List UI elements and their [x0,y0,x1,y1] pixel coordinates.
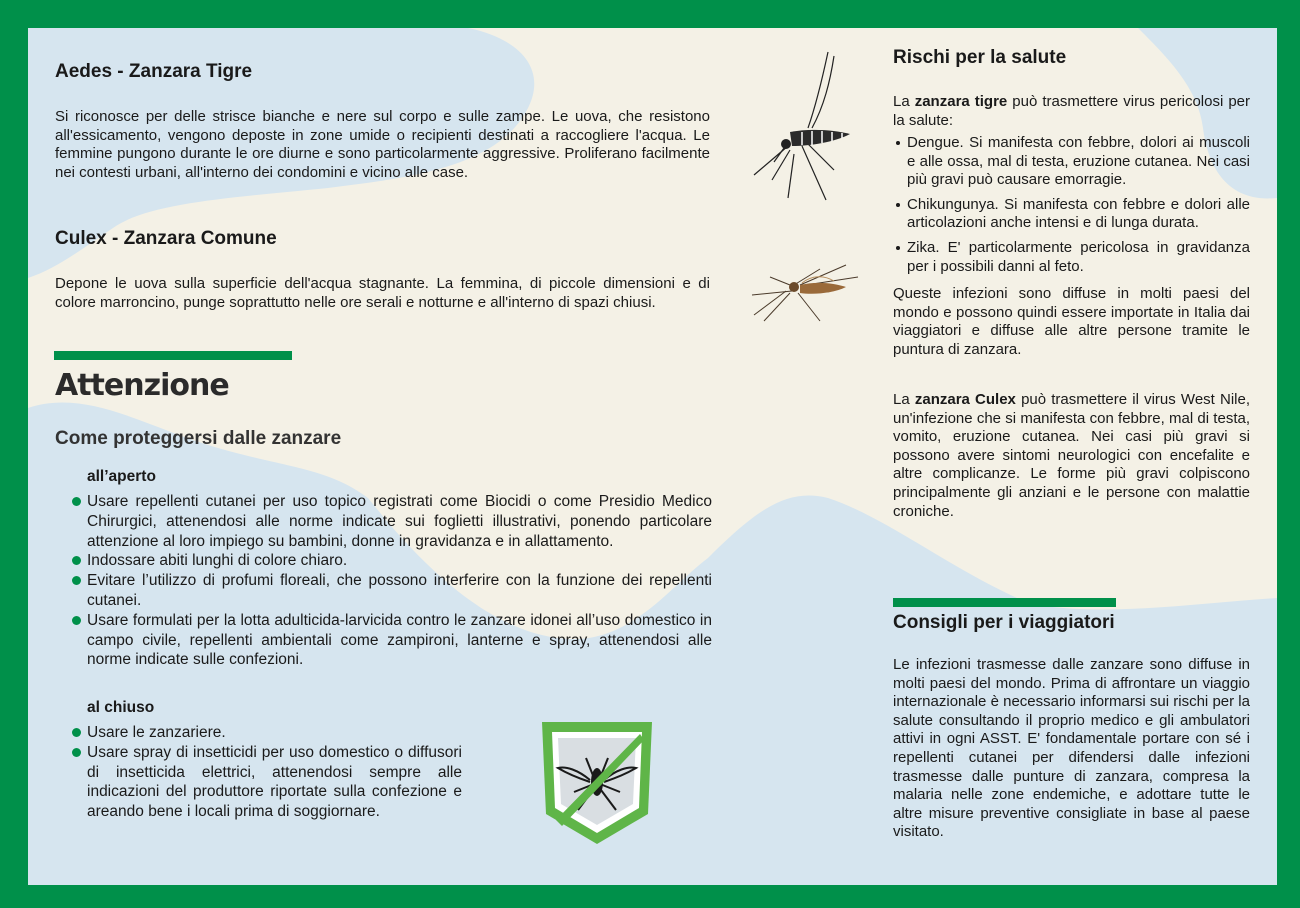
list-item: Indossare abiti lunghi di colore chiaro. [55,551,712,571]
bullet-icon [72,576,81,585]
indoor-list [55,723,462,822]
no-mosquito-shield-icon [538,718,656,848]
aedes-title: Aedes - Zanzara Tigre [55,61,253,82]
outdoor-label: all’aperto [87,468,156,485]
bullet-icon [896,141,900,145]
disease-list [893,134,1250,282]
culex-title: Culex - Zanzara Comune [55,228,277,249]
travel-accent-bar [893,598,1116,607]
indoor-label: al chiuso [87,699,155,716]
bullet-icon [896,203,900,207]
bullet-icon [72,616,81,625]
leaflet-paper [28,28,1277,885]
list-item: Chikungunya. Si manifesta con febbre e dolori alle articolazioni anche intensi e di lunga durata. [893,196,1250,233]
list-item: Usare repellenti cutanei per uso topico registrati come Biocidi o come Presidio Medico Chirurgici, attenendosi alle norme indicate sui foglietti illustrativi, ponendo particolare attenzione al loro impiego su bambini, donne in gravidanza e in allattamento. [55,492,712,551]
protection-subtitle: Come proteggersi dalle zanzare [55,428,342,449]
culex-risk-text: La zanzara Culex può trasmettere il virus West Nile, un'infezione che si manifesta con febbre, mal di testa, vomito, eruzione cutanea. Nei casi più gravi si possono avere sintomi neurologici con encefalite e altre complicanze. Le forme più gravi colpiscono principalmente gli anziani e le persone con malattie croniche. [893,391,1250,520]
culex-description: Depone le uova sulla superficie dell'acqua stagnante. La femmina, di piccole dimensioni e di colore marroncino, punge soprattutto nelle ore serali e notturne e all'interno di spazi chiusi. [55,275,710,311]
travel-text: Le infezioni trasmesse dalle zanzare sono diffuse in molti paesi del mondo. Prima di affrontare un viaggio internazionale è necessario informarsi sui rischi per la salute consultando il proprio medico e gli ambulatori attivi in ogni ASST. E' fondamentale portare con sé i repellenti cutanei per difendersi dalle infezioni trasmesse dalle punture di zanzara, compresa la malaria nelle zone endemiche, e adottare tutte le altre misure preventive consigliate in base al paese visitato. [893,656,1250,841]
risks-title: Rischi per la salute [893,47,1067,68]
attention-title: Attenzione [55,368,229,403]
common-mosquito-icon [750,263,862,323]
bullet-icon [72,748,81,757]
list-item: Usare formulati per la lotta adulticida-larvicida contro le zanzare idonei all’uso domestico in campo civile, repellenti ambientali come zampironi, lanterne e spray, attenendosi alle norme indicate sulle confezioni. [55,611,712,670]
spread-text: Queste infezioni sono diffuse in molti paesi del mondo e possono quindi essere importate in Italia dai viaggiatori e diffuse alle altre persone tramite le puntura di zanzara. [893,285,1250,358]
list-item: Evitare l’utilizzo di profumi floreali, che possono interferire con la funzione dei repellenti cutanei. [55,571,712,611]
tiger-risk-intro: La zanzara tigre può trasmettere virus pericolosi per la salute: [893,93,1250,129]
list-item: Dengue. Si manifesta con febbre, dolori ai muscoli e alle ossa, mal di testa, eruzione cutanea. Nei casi più gravi può causare emorragie. [893,134,1250,190]
outdoor-list [55,492,712,670]
list-item: Usare le zanzariere. [55,723,462,743]
bullet-icon [896,246,900,250]
bullet-icon [72,728,81,737]
list-item: Zika. E' particolarmente pericolosa in gravidanza per i possibili danni al feto. [893,239,1250,276]
aedes-description: Si riconosce per delle strisce bianche e nere sul corpo e sulle zampe. Le uova, che resistono all'essicamento, vengono deposte in zone umide o recipienti destinati a raccogliere l'acqua. Le femmine pungono durante le ore diurne e sono particolarmente aggressive. Proliferano facilmente nei contesti urbani, all'interno dei condomini e vicino alle case. [55,108,710,181]
travel-title: Consigli per i viaggiatori [893,612,1115,633]
bullet-icon [72,556,81,565]
attention-accent-bar [54,351,292,360]
bullet-icon [72,497,81,506]
tiger-mosquito-icon [750,50,862,205]
list-item: Usare spray di insetticidi per uso domestico o diffusori di insetticida elettrici, attenendosi sempre alle indicazioni del produttore riportate sulla confezione e areando bene i locali prima di soggiornare. [55,743,462,822]
